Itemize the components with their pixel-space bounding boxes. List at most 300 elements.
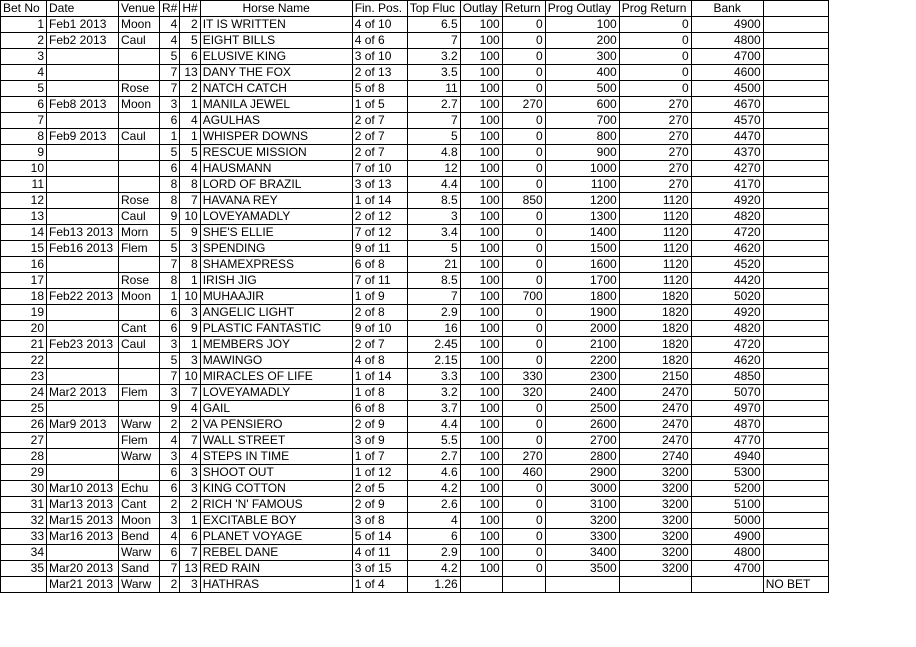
cell-race-no[interactable]: 4 [160,433,180,449]
cell-outlay[interactable]: 100 [460,257,502,273]
cell-horse-name[interactable]: PLANET VOYAGE [200,529,352,545]
cell-bet-no[interactable]: 24 [1,385,47,401]
cell-bet-no[interactable]: 30 [1,481,47,497]
cell-prog-outlay[interactable]: 2400 [545,385,619,401]
cell-top-fluc[interactable]: 16 [407,321,460,337]
cell-return[interactable]: 0 [502,225,545,241]
cell-venue[interactable]: Caul [119,129,160,145]
cell-venue[interactable]: Warw [119,577,160,593]
cell-prog-outlay[interactable]: 3000 [545,481,619,497]
cell-outlay[interactable]: 100 [460,33,502,49]
cell-finish-position[interactable]: 4 of 10 [352,17,407,33]
cell-return[interactable]: 270 [502,97,545,113]
cell-prog-outlay[interactable]: 1200 [545,193,619,209]
cell-prog-outlay[interactable]: 1000 [545,161,619,177]
cell-finish-position[interactable]: 2 of 7 [352,145,407,161]
cell-note[interactable] [763,177,828,193]
cell-top-fluc[interactable]: 2.7 [407,449,460,465]
cell-finish-position[interactable]: 7 of 10 [352,161,407,177]
cell-prog-outlay[interactable]: 1800 [545,289,619,305]
cell-return[interactable]: 0 [502,561,545,577]
cell-date[interactable] [47,161,119,177]
cell-venue[interactable]: Warw [119,545,160,561]
cell-return[interactable]: 0 [502,65,545,81]
cell-top-fluc[interactable]: 4.2 [407,481,460,497]
header-venue[interactable]: Venue [119,1,160,17]
cell-prog-return[interactable]: 1120 [619,193,691,209]
cell-top-fluc[interactable]: 4.4 [407,417,460,433]
cell-top-fluc[interactable]: 12 [407,161,460,177]
cell-race-no[interactable]: 6 [160,321,180,337]
cell-prog-outlay[interactable]: 1900 [545,305,619,321]
cell-outlay[interactable]: 100 [460,305,502,321]
cell-date[interactable] [47,145,119,161]
cell-horse-name[interactable]: MIRACLES OF LIFE [200,369,352,385]
cell-prog-return[interactable]: 270 [619,161,691,177]
cell-note[interactable] [763,65,828,81]
cell-date[interactable] [47,49,119,65]
cell-bet-no[interactable]: 9 [1,145,47,161]
cell-top-fluc[interactable]: 2.6 [407,497,460,513]
cell-horse-name[interactable]: EIGHT BILLS [200,33,352,49]
cell-date[interactable]: Mar20 2013 [47,561,119,577]
cell-outlay[interactable]: 100 [460,81,502,97]
cell-note[interactable] [763,369,828,385]
cell-horse-no[interactable]: 1 [180,97,200,113]
cell-bet-no[interactable]: 19 [1,305,47,321]
cell-finish-position[interactable]: 2 of 7 [352,113,407,129]
cell-return[interactable]: 0 [502,417,545,433]
cell-top-fluc[interactable]: 3 [407,209,460,225]
cell-bank[interactable]: 4370 [691,145,763,161]
cell-bet-no[interactable]: 7 [1,113,47,129]
cell-race-no[interactable]: 9 [160,209,180,225]
cell-note[interactable] [763,289,828,305]
cell-venue[interactable]: Cant [119,497,160,513]
cell-bank[interactable]: 4620 [691,353,763,369]
cell-prog-return[interactable]: 0 [619,17,691,33]
cell-date[interactable] [47,65,119,81]
cell-bet-no[interactable]: 31 [1,497,47,513]
cell-top-fluc[interactable]: 4.8 [407,145,460,161]
cell-bet-no[interactable]: 11 [1,177,47,193]
cell-note[interactable] [763,433,828,449]
cell-horse-name[interactable]: MAWINGO [200,353,352,369]
cell-date[interactable] [47,321,119,337]
cell-bank[interactable]: 4600 [691,65,763,81]
cell-top-fluc[interactable]: 2.15 [407,353,460,369]
header-horse-no[interactable]: H# [180,1,200,17]
cell-finish-position[interactable]: 7 of 12 [352,225,407,241]
cell-venue[interactable] [119,401,160,417]
cell-race-no[interactable]: 3 [160,337,180,353]
cell-finish-position[interactable]: 7 of 11 [352,273,407,289]
cell-outlay[interactable]: 100 [460,417,502,433]
cell-horse-name[interactable]: KING COTTON [200,481,352,497]
cell-note[interactable] [763,97,828,113]
cell-prog-outlay[interactable]: 700 [545,113,619,129]
cell-date[interactable] [47,369,119,385]
cell-outlay[interactable]: 100 [460,209,502,225]
cell-bank[interactable]: 4900 [691,17,763,33]
cell-return[interactable]: 0 [502,81,545,97]
cell-prog-return[interactable]: 2470 [619,385,691,401]
cell-prog-return[interactable]: 2740 [619,449,691,465]
cell-outlay[interactable]: 100 [460,113,502,129]
cell-bank[interactable]: 5070 [691,385,763,401]
cell-note[interactable] [763,305,828,321]
cell-horse-name[interactable]: RESCUE MISSION [200,145,352,161]
cell-date[interactable] [47,305,119,321]
cell-venue[interactable]: Moon [119,289,160,305]
cell-bank[interactable]: 5100 [691,497,763,513]
header-bank[interactable]: Bank [691,1,763,17]
cell-horse-no[interactable]: 1 [180,513,200,529]
cell-bank[interactable]: 4520 [691,257,763,273]
cell-prog-return[interactable]: 2150 [619,369,691,385]
cell-outlay[interactable]: 100 [460,65,502,81]
cell-prog-outlay[interactable]: 2300 [545,369,619,385]
cell-outlay[interactable]: 100 [460,529,502,545]
cell-prog-outlay[interactable]: 3400 [545,545,619,561]
cell-prog-return[interactable]: 3200 [619,561,691,577]
cell-race-no[interactable]: 3 [160,449,180,465]
cell-bet-no[interactable]: 15 [1,241,47,257]
cell-race-no[interactable]: 8 [160,193,180,209]
cell-bank[interactable] [691,577,763,593]
cell-bet-no[interactable]: 18 [1,289,47,305]
cell-race-no[interactable]: 6 [160,161,180,177]
cell-date[interactable]: Mar13 2013 [47,497,119,513]
cell-outlay[interactable]: 100 [460,321,502,337]
cell-bet-no[interactable]: 25 [1,401,47,417]
cell-horse-name[interactable]: MUHAAJIR [200,289,352,305]
cell-race-no[interactable]: 5 [160,49,180,65]
cell-return[interactable]: 320 [502,385,545,401]
cell-return[interactable]: 850 [502,193,545,209]
cell-venue[interactable] [119,369,160,385]
cell-venue[interactable]: Bend [119,529,160,545]
cell-finish-position[interactable]: 2 of 9 [352,497,407,513]
cell-race-no[interactable]: 8 [160,177,180,193]
cell-bank[interactable]: 4870 [691,417,763,433]
cell-top-fluc[interactable]: 7 [407,113,460,129]
cell-finish-position[interactable]: 9 of 11 [352,241,407,257]
cell-finish-position[interactable]: 3 of 15 [352,561,407,577]
cell-horse-no[interactable]: 9 [180,225,200,241]
cell-horse-name[interactable]: RED RAIN [200,561,352,577]
cell-venue[interactable] [119,113,160,129]
cell-outlay[interactable]: 100 [460,177,502,193]
cell-note[interactable] [763,481,828,497]
cell-return[interactable]: 0 [502,337,545,353]
cell-horse-no[interactable]: 2 [180,81,200,97]
cell-note[interactable]: NO BET [763,577,828,593]
cell-bet-no[interactable]: 8 [1,129,47,145]
cell-date[interactable] [47,81,119,97]
cell-horse-name[interactable]: STEPS IN TIME [200,449,352,465]
cell-horse-name[interactable]: IT IS WRITTEN [200,17,352,33]
cell-horse-no[interactable]: 3 [180,353,200,369]
cell-finish-position[interactable]: 4 of 6 [352,33,407,49]
cell-venue[interactable]: Cant [119,321,160,337]
cell-prog-return[interactable]: 1820 [619,321,691,337]
cell-prog-return[interactable] [619,577,691,593]
cell-bank[interactable]: 4500 [691,81,763,97]
cell-date[interactable] [47,257,119,273]
cell-horse-no[interactable]: 5 [180,145,200,161]
cell-race-no[interactable]: 5 [160,241,180,257]
cell-horse-name[interactable]: AGULHAS [200,113,352,129]
cell-venue[interactable]: Moon [119,513,160,529]
cell-finish-position[interactable]: 1 of 5 [352,97,407,113]
cell-prog-return[interactable]: 0 [619,33,691,49]
cell-prog-outlay[interactable]: 300 [545,49,619,65]
cell-bet-no[interactable]: 5 [1,81,47,97]
cell-venue[interactable] [119,465,160,481]
cell-bank[interactable]: 4700 [691,49,763,65]
cell-return[interactable]: 0 [502,257,545,273]
cell-note[interactable] [763,113,828,129]
cell-horse-name[interactable]: SHE'S ELLIE [200,225,352,241]
cell-prog-outlay[interactable]: 100 [545,17,619,33]
cell-prog-return[interactable]: 1120 [619,257,691,273]
cell-horse-no[interactable]: 9 [180,321,200,337]
cell-venue[interactable] [119,353,160,369]
cell-prog-outlay[interactable] [545,577,619,593]
cell-horse-no[interactable]: 7 [180,385,200,401]
cell-race-no[interactable]: 4 [160,17,180,33]
cell-horse-no[interactable]: 4 [180,449,200,465]
cell-finish-position[interactable]: 2 of 9 [352,417,407,433]
cell-bank[interactable]: 4720 [691,225,763,241]
cell-finish-position[interactable]: 1 of 4 [352,577,407,593]
cell-horse-name[interactable]: PLASTIC FANTASTIC [200,321,352,337]
cell-top-fluc[interactable]: 8.5 [407,193,460,209]
cell-race-no[interactable]: 6 [160,545,180,561]
cell-top-fluc[interactable]: 4.4 [407,177,460,193]
cell-prog-outlay[interactable]: 400 [545,65,619,81]
cell-note[interactable] [763,337,828,353]
cell-prog-outlay[interactable]: 1500 [545,241,619,257]
cell-return[interactable]: 0 [502,17,545,33]
cell-return[interactable]: 0 [502,161,545,177]
cell-top-fluc[interactable]: 7 [407,289,460,305]
cell-top-fluc[interactable]: 21 [407,257,460,273]
cell-venue[interactable]: Caul [119,209,160,225]
cell-horse-name[interactable]: EXCITABLE BOY [200,513,352,529]
cell-prog-outlay[interactable]: 600 [545,97,619,113]
cell-outlay[interactable]: 100 [460,17,502,33]
cell-top-fluc[interactable]: 3.2 [407,385,460,401]
cell-outlay[interactable]: 100 [460,289,502,305]
cell-bet-no[interactable]: 13 [1,209,47,225]
cell-return[interactable]: 0 [502,353,545,369]
cell-outlay[interactable]: 100 [460,97,502,113]
cell-prog-return[interactable]: 3200 [619,545,691,561]
cell-return[interactable]: 0 [502,481,545,497]
cell-prog-outlay[interactable]: 3500 [545,561,619,577]
cell-note[interactable] [763,49,828,65]
cell-bank[interactable]: 5200 [691,481,763,497]
cell-date[interactable] [47,193,119,209]
cell-note[interactable] [763,529,828,545]
cell-bet-no[interactable]: 32 [1,513,47,529]
cell-top-fluc[interactable]: 3.7 [407,401,460,417]
cell-race-no[interactable]: 7 [160,561,180,577]
cell-venue[interactable]: Moon [119,97,160,113]
cell-date[interactable] [47,545,119,561]
cell-return[interactable]: 0 [502,497,545,513]
cell-date[interactable]: Feb1 2013 [47,17,119,33]
cell-venue[interactable]: Flem [119,385,160,401]
cell-horse-no[interactable]: 3 [180,241,200,257]
cell-return[interactable]: 0 [502,305,545,321]
cell-prog-outlay[interactable]: 2700 [545,433,619,449]
cell-outlay[interactable]: 100 [460,449,502,465]
cell-outlay[interactable]: 100 [460,145,502,161]
cell-horse-name[interactable]: RICH 'N' FAMOUS [200,497,352,513]
cell-note[interactable] [763,241,828,257]
cell-horse-name[interactable]: MANILA JEWEL [200,97,352,113]
cell-bet-no[interactable]: 21 [1,337,47,353]
cell-race-no[interactable]: 2 [160,417,180,433]
cell-horse-no[interactable]: 3 [180,481,200,497]
cell-prog-return[interactable]: 2470 [619,401,691,417]
header-prog-outlay[interactable]: Prog Outlay [545,1,619,17]
cell-note[interactable] [763,145,828,161]
cell-bet-no[interactable]: 26 [1,417,47,433]
cell-outlay[interactable]: 100 [460,273,502,289]
cell-return[interactable]: 0 [502,49,545,65]
cell-horse-name[interactable]: SHOOT OUT [200,465,352,481]
cell-prog-return[interactable]: 270 [619,177,691,193]
cell-bet-no[interactable]: 35 [1,561,47,577]
cell-horse-no[interactable]: 13 [180,65,200,81]
cell-bank[interactable]: 4940 [691,449,763,465]
cell-horse-name[interactable]: LOVEYAMADLY [200,385,352,401]
cell-horse-no[interactable]: 10 [180,209,200,225]
cell-horse-name[interactable]: HAVANA REY [200,193,352,209]
cell-race-no[interactable]: 5 [160,353,180,369]
cell-date[interactable]: Feb2 2013 [47,33,119,49]
cell-return[interactable]: 0 [502,513,545,529]
cell-note[interactable] [763,513,828,529]
cell-return[interactable]: 270 [502,449,545,465]
cell-outlay[interactable]: 100 [460,129,502,145]
cell-date[interactable]: Feb13 2013 [47,225,119,241]
cell-date[interactable] [47,433,119,449]
cell-venue[interactable]: Warw [119,449,160,465]
cell-horse-name[interactable]: HATHRAS [200,577,352,593]
cell-finish-position[interactable]: 2 of 5 [352,481,407,497]
cell-return[interactable]: 0 [502,529,545,545]
cell-note[interactable] [763,257,828,273]
cell-return[interactable]: 0 [502,33,545,49]
cell-race-no[interactable]: 3 [160,385,180,401]
cell-top-fluc[interactable]: 4 [407,513,460,529]
cell-prog-outlay[interactable]: 2100 [545,337,619,353]
cell-outlay[interactable]: 100 [460,481,502,497]
cell-return[interactable] [502,577,545,593]
cell-top-fluc[interactable]: 11 [407,81,460,97]
header-top-fluc[interactable]: Top Fluc [407,1,460,17]
cell-prog-return[interactable]: 270 [619,145,691,161]
cell-race-no[interactable]: 7 [160,257,180,273]
cell-race-no[interactable]: 1 [160,129,180,145]
cell-prog-outlay[interactable]: 800 [545,129,619,145]
cell-date[interactable]: Feb22 2013 [47,289,119,305]
cell-prog-return[interactable]: 1120 [619,209,691,225]
cell-prog-outlay[interactable]: 3200 [545,513,619,529]
cell-bet-no[interactable] [1,577,47,593]
cell-venue[interactable]: Flem [119,433,160,449]
cell-bet-no[interactable]: 12 [1,193,47,209]
cell-prog-return[interactable]: 1120 [619,225,691,241]
cell-return[interactable]: 0 [502,145,545,161]
cell-finish-position[interactable]: 1 of 9 [352,289,407,305]
cell-top-fluc[interactable]: 5 [407,129,460,145]
cell-prog-outlay[interactable]: 1600 [545,257,619,273]
cell-prog-outlay[interactable]: 3100 [545,497,619,513]
cell-prog-return[interactable]: 1120 [619,241,691,257]
header-bet-no[interactable]: Bet No [1,1,47,17]
cell-return[interactable]: 0 [502,545,545,561]
cell-top-fluc[interactable]: 2.9 [407,305,460,321]
cell-finish-position[interactable]: 2 of 7 [352,337,407,353]
cell-prog-outlay[interactable]: 2800 [545,449,619,465]
cell-date[interactable] [47,449,119,465]
cell-note[interactable] [763,385,828,401]
cell-venue[interactable] [119,161,160,177]
cell-bank[interactable]: 4970 [691,401,763,417]
cell-horse-no[interactable]: 1 [180,337,200,353]
cell-outlay[interactable]: 100 [460,433,502,449]
cell-bank[interactable]: 4770 [691,433,763,449]
cell-prog-return[interactable]: 2470 [619,417,691,433]
cell-venue[interactable] [119,145,160,161]
cell-date[interactable]: Feb9 2013 [47,129,119,145]
cell-race-no[interactable]: 5 [160,145,180,161]
cell-race-no[interactable]: 6 [160,465,180,481]
cell-note[interactable] [763,161,828,177]
cell-horse-no[interactable]: 2 [180,417,200,433]
cell-bet-no[interactable]: 2 [1,33,47,49]
cell-prog-return[interactable]: 3200 [619,481,691,497]
cell-prog-return[interactable]: 1820 [619,289,691,305]
cell-top-fluc[interactable]: 4.2 [407,561,460,577]
cell-note[interactable] [763,33,828,49]
cell-prog-return[interactable]: 1820 [619,305,691,321]
cell-note[interactable] [763,449,828,465]
cell-prog-return[interactable]: 270 [619,97,691,113]
cell-note[interactable] [763,417,828,433]
cell-finish-position[interactable]: 1 of 7 [352,449,407,465]
cell-bank[interactable]: 4670 [691,97,763,113]
cell-horse-name[interactable]: LOVEYAMADLY [200,209,352,225]
cell-prog-outlay[interactable]: 2500 [545,401,619,417]
cell-horse-no[interactable]: 8 [180,257,200,273]
cell-prog-return[interactable]: 1820 [619,337,691,353]
cell-prog-outlay[interactable]: 900 [545,145,619,161]
cell-bet-no[interactable]: 14 [1,225,47,241]
cell-finish-position[interactable]: 3 of 13 [352,177,407,193]
cell-race-no[interactable]: 9 [160,401,180,417]
cell-top-fluc[interactable]: 1.26 [407,577,460,593]
cell-bet-no[interactable]: 16 [1,257,47,273]
cell-top-fluc[interactable]: 3.4 [407,225,460,241]
cell-outlay[interactable]: 100 [460,513,502,529]
